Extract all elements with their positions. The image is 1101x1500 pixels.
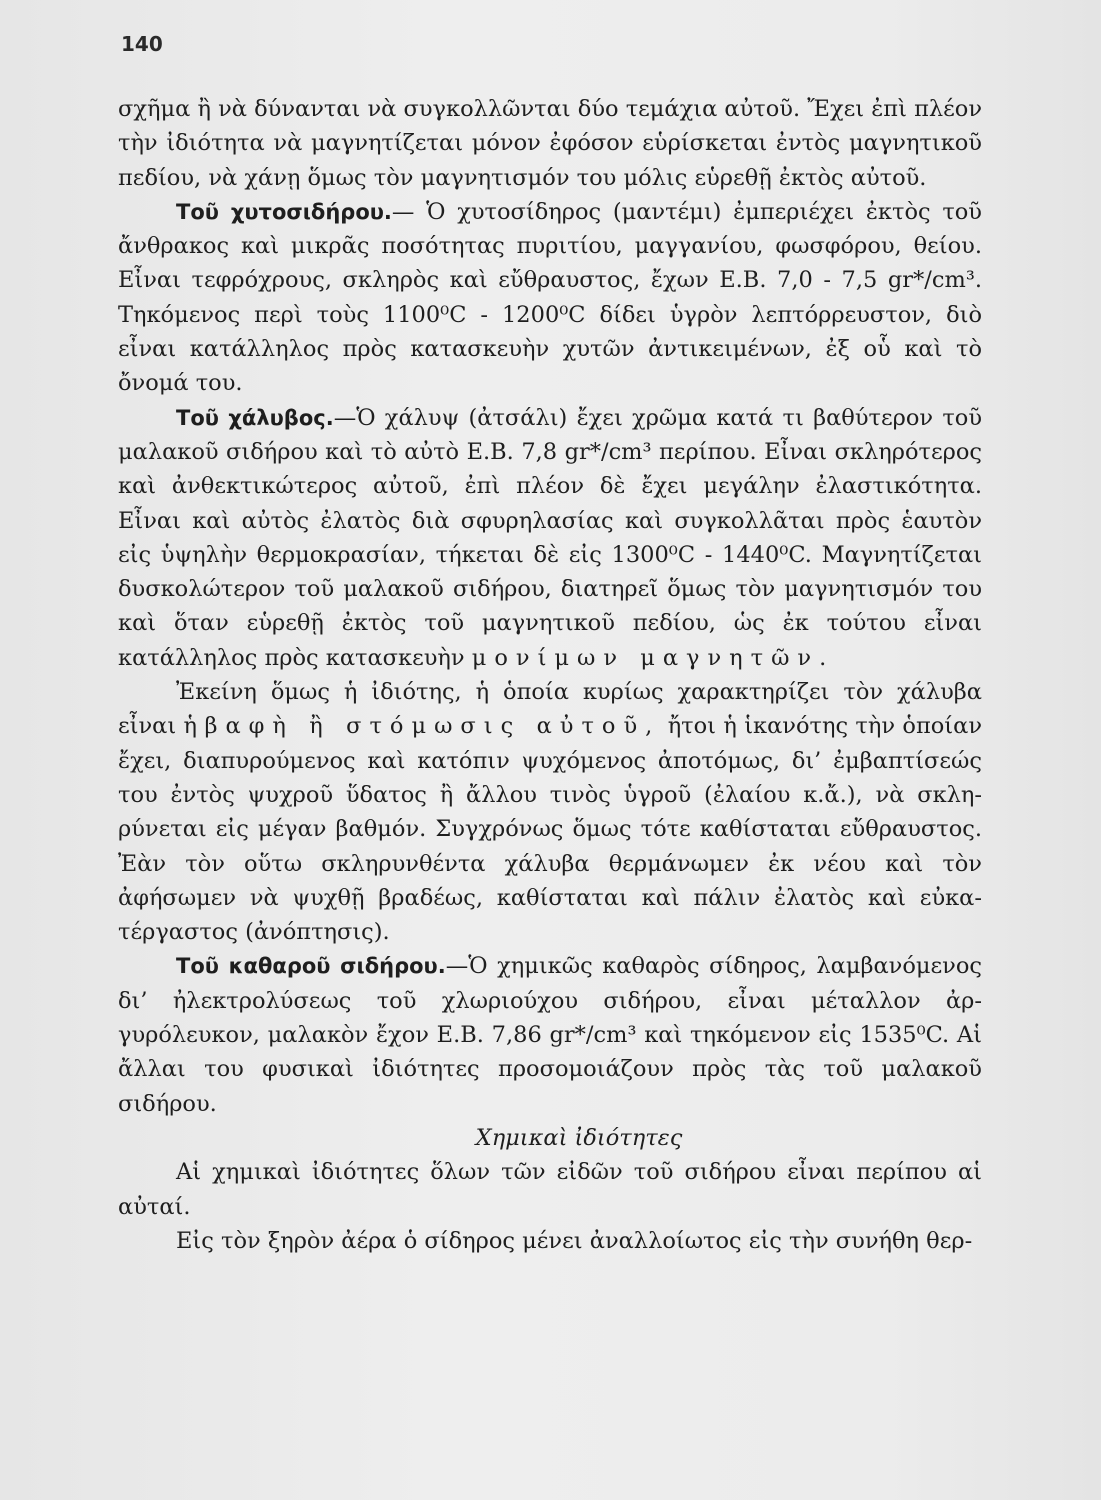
- page-body: [118, 92, 982, 1258]
- paragraph-hardening: [118, 675, 982, 949]
- paragraph-cast-iron: [118, 195, 982, 401]
- paragraph-pure-iron: [118, 949, 982, 1120]
- cast-iron-text: — Ὁ χυτοσίδηρος (μαντέμι) ἐμπεριέχει ἐκτὸς τοῦ ἄνθρακος καὶ μικρᾶς ποσότητας πυριτίου, μαγγανίου, φωσφόρου, θείου. Εἶναι τεφρόχρους, σκληρὸς καὶ εὔθραυστος, ἔχων Ε.Β. 7,0 - 7,5 gr*/cm³. Τηκόμενος περὶ τοὺς 1100⁰C - 1200⁰C δίδει ὑγρὸν λεπτόρρευστον, διὸ εἶναι κατάλληλος πρὸς κατασκευὴν χυτῶν ἀντικειμένων, ἐξ οὗ καὶ τὸ ὄνομά του.: [118, 198, 982, 397]
- paragraph-intro: σχῆμα ἢ νὰ δύνανται νὰ συγκολλῶνται δύο τεμάχια αὐτοῦ. Ἔχει ἐπὶ πλέον τὴν ἰδιότητα νὰ μαγνητίζεται μόνον ἐφόσον εὑρίσκεται ἐντὸς μαγνητικοῦ πεδίου, νὰ χάνῃ ὅμως τὸν μαγνητισμόν του μόλις εὑρεθῇ ἐκτὸς αὐτοῦ.: [118, 96, 982, 191]
- hardening-text-a: Ἐκείνη ὅμως ἡ ἰδιότης, ἡ ὁποία κυρίως χαρακτηρίζει τὸν χάλυβα εἶναι ἡ: [118, 679, 982, 740]
- heading-pure-iron: Τοῦ καθαροῦ σιδήρου.: [176, 954, 446, 979]
- heading-cast-iron: Τοῦ χυτοσιδήρου.: [176, 199, 392, 224]
- paragraph-dry-air: Εἰς τὸν ξηρὸν ἀέρα ὁ σίδηρος μένει ἀναλλοίωτος εἰς τὴν συνήθη θερ-: [176, 1227, 973, 1254]
- steel-text: —Ὁ χάλυψ (ἀτσάλι) ἔχει χρῶμα κατά τι βαθύτερον τοῦ μαλακοῦ σιδήρου καὶ τὸ αὐτὸ Ε.Β. 7,8 gr*/cm³ περίπου. Εἶναι σκληρότερος καὶ ἀνθεκτικώτερος αὐτοῦ, ἐπὶ πλέον δὲ ἔχει μεγάλην ἐλαστικότητα. Εἶναι καὶ αὐτὸς ἐλατὸς διὰ σφυρηλασίας καὶ συγκολλᾶται πρὸς ἑαυτὸν εἰς ὑψηλὴν θερμοκρασίαν, τήκεται δὲ εἰς 1300⁰C - 1440⁰C. Μαγνητίζεται δυσκολώτερον τοῦ μαλακοῦ σιδήρου, διατηρεῖ ὅμως τὸν μαγνητισμόν του καὶ ὅταν εὑρεθῇ ἐκτὸς τοῦ μαγνητικοῦ πεδίου, ὡς ἐκ τούτου εἶναι κατάλληλος πρὸς κατασκευὴν: [118, 404, 982, 671]
- steel-spaced-term: μονίμων μαγνητῶν.: [471, 644, 835, 671]
- paragraph-steel: [118, 401, 982, 675]
- pure-iron-text: —Ὁ χημικῶς καθαρὸς σίδηρος, λαμβανόμενος δι’ ἠλεκτρολύσεως τοῦ χλωριούχου σιδήρου, εἶναι μέταλλον ἀργυρόλευκον, μαλακὸν ἔχον Ε.Β. 7,86 gr*/cm³ καὶ τηκόμενον εἰς 1535⁰C. Αἱ ἄλλαι του φυσικαὶ ἰδιότητες προσομοιάζουν πρὸς τὰς τοῦ μαλακοῦ σιδήρου.: [118, 953, 982, 1117]
- hardening-text-b: ἤτοι ἡ ἱκανότης τὴν ὁποίαν ἔχει, διαπυρούμενος καὶ κατόπιν ψυχόμενος ἀποτόμως, δι’ ἐμβαπτίσεώς του ἐντὸς ψυχροῦ ὕδατος ἢ ἄλλου τινὸς ὑγροῦ (ἐλαίου κ.ἄ.), νὰ σκληρύνεται εἰς μέγαν βαθμόν. Συγχρόνως ὅμως τότε καθίσταται εὔθραυστος. Ἐὰν τὸν οὕτω σκληρυνθέντα χάλυβα θερμάνωμεν ἐκ νέου καὶ τὸν ἀφήσωμεν νὰ ψυχθῇ βραδέως, καθίσταται καὶ πάλιν ἐλατὸς καὶ εὐκατέργαστος (ἀνόπτησις).: [118, 713, 982, 946]
- hardening-spaced-term: βαφὴ ἢ στόμωσις αὐτοῦ,: [204, 713, 661, 740]
- section-title: Χημικαὶ ἰδιότητες: [475, 1124, 683, 1151]
- page-number: 140: [121, 32, 163, 56]
- paragraph-chemical: Αἱ χημικαὶ ἰδιότητες ὅλων τῶν εἰδῶν τοῦ σιδήρου εἶναι περίπου αἱ αὐταί.: [118, 1159, 982, 1220]
- heading-steel: Τοῦ χάλυβος.: [176, 405, 334, 430]
